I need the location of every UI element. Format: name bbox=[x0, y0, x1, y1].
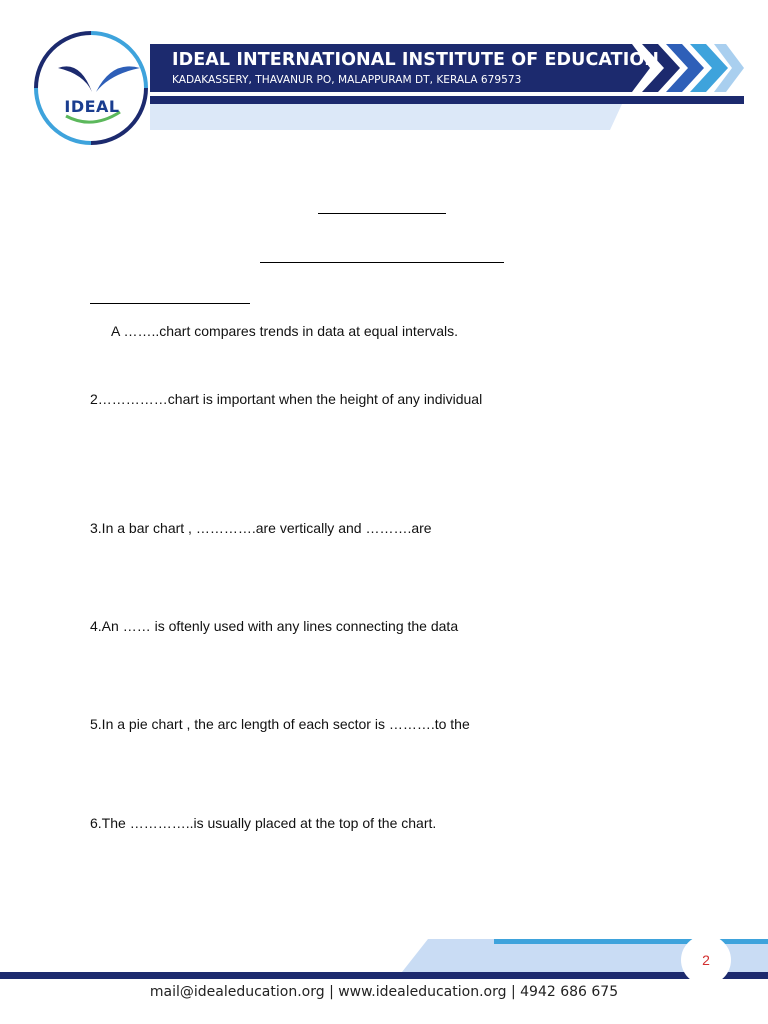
question-2: 2……………chart is important when the height of any individual bbox=[90, 391, 483, 407]
footer-email[interactable]: mail@idealeducation.org bbox=[149, 984, 325, 1000]
footer-separator: | bbox=[510, 984, 516, 1000]
ideal-logo bbox=[35, 32, 147, 144]
institute-name: IDEAL INTERNATIONAL INSTITUTE OF EDUCATION bbox=[172, 50, 660, 70]
footer-phone: 4942 686 675 bbox=[520, 984, 619, 1000]
footer-website[interactable]: www.idealeducation.org bbox=[338, 984, 507, 1000]
logo-text: IDEAL bbox=[64, 97, 120, 116]
section-underline bbox=[90, 303, 250, 304]
question-1: A ……..chart compares trends in data at equal intervals. bbox=[111, 323, 459, 339]
page-number: 2 bbox=[702, 952, 710, 968]
question-4: 4.An …… is oftenly used with any lines connecting the data bbox=[90, 618, 459, 634]
question-6: 6.The …………..is usually placed at the top of the chart. bbox=[90, 815, 437, 831]
question-5: 5.In a pie chart , the arc length of each sector is ……….to the bbox=[90, 716, 470, 732]
footer-banner bbox=[0, 930, 768, 990]
footer-separator: | bbox=[329, 984, 334, 1000]
footer-contact bbox=[0, 984, 768, 1000]
title-underline bbox=[318, 213, 446, 214]
institute-address: KADAKASSERY, THAVANUR PO, MALAPPURAM DT, KERALA 679573 bbox=[172, 74, 522, 86]
subtitle-underline bbox=[260, 262, 504, 263]
question-3: 3.In a bar chart , ………….are vertically and ……….are bbox=[90, 520, 432, 536]
